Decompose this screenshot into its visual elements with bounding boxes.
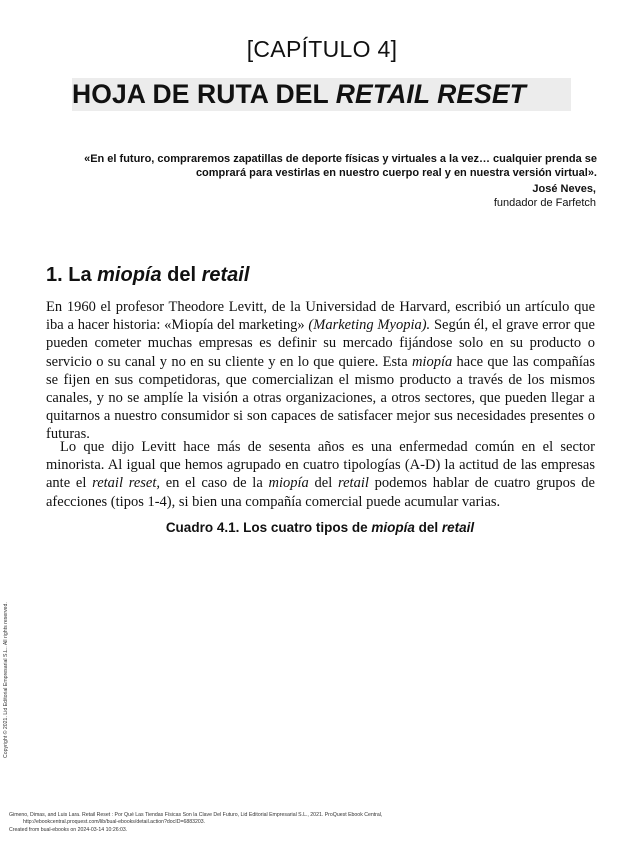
section-heading-middle: del bbox=[161, 264, 202, 286]
section-heading-italic-2: retail bbox=[201, 264, 250, 286]
epigraph-attribution bbox=[300, 182, 596, 210]
body-paragraph-2 bbox=[46, 438, 595, 511]
chapter-label: [CAPÍTULO 4] bbox=[246, 36, 398, 62]
p2-text-2: en el caso de la bbox=[160, 475, 269, 492]
table-caption bbox=[0, 520, 632, 535]
chapter-title bbox=[72, 79, 571, 110]
caption-italic-1: miopía bbox=[371, 520, 415, 535]
p2-italic-2: miopía bbox=[268, 475, 309, 492]
p1-text-2: Según él, el grave error que pueden cometer muchas empresas es definir su mercado fijándose solo en su producto o servicio o su canal y no en su cliente y en lo que quiere. Esta bbox=[46, 317, 595, 370]
epigraph-line-1: «En el futuro, compraremos zapatillas de deporte físicas y virtuales a la vez… cualquier prenda se bbox=[84, 153, 597, 165]
p2-italic-1: retail reset, bbox=[92, 475, 160, 492]
section-heading bbox=[46, 264, 249, 287]
citation-footer bbox=[9, 812, 609, 834]
p1-italic-1: (Marketing Myopia). bbox=[308, 317, 431, 334]
footer-line-1: Gimeno, Dimas, and Luis Lara. Retail Reset : Por Qué Las Tiendas Físicas Son la Clave Del Futuro, Lid Editorial Empresarial S.L., 2021. ProQuest Ebook Central, bbox=[9, 812, 383, 818]
epigraph-author: José Neves, bbox=[532, 183, 596, 195]
p2-italic-3: retail bbox=[338, 475, 369, 492]
chapter-title-emphasis: RETAIL RESET bbox=[335, 79, 526, 109]
footer-line-2: http://ebookcentral.proquest.com/lib/bual-ebooks/detail.action?docID=6883203. bbox=[23, 819, 206, 826]
p2-text-3: del bbox=[308, 475, 338, 492]
section-heading-number: 1. La bbox=[46, 264, 98, 286]
epigraph-quote bbox=[60, 152, 597, 180]
epigraph-line-2: comprará para vestirlas en nuestro cuerpo real y en nuestra versión virtual». bbox=[195, 167, 597, 179]
caption-prefix: Cuadro 4.1. Los cuatro tipos de bbox=[165, 520, 372, 535]
footer-line-3: Created from bual-ebooks on 2024-03-14 10:26:03. bbox=[9, 826, 128, 833]
epigraph-author-role: fundador de Farfetch bbox=[493, 197, 596, 209]
caption-italic-2: retail bbox=[441, 520, 475, 535]
p1-italic-2: miopía bbox=[411, 353, 453, 370]
p1-text-3: hace que las compañías se fijen en sus competidoras, que comercializan el mismo producto a través de los mismos canales, y no se amplíe la visión a otras organizaciones, a otros sectores, que pueden llegar a quitarnos a nuestro consumidor si son capaces de satisfacer mejor sus necesidades presentes o futuras. bbox=[46, 353, 595, 443]
body-paragraph-1 bbox=[46, 298, 595, 444]
p2-text-1: Lo que dijo Levitt hace más de sesenta años es una enfermedad común en el sector minorista. Al igual que hemos agrupado en cuatro tipologías (A-D) la actitud de las empresas ante el bbox=[46, 439, 595, 492]
caption-middle: del bbox=[414, 520, 442, 535]
p1-text-1: En 1960 el profesor Theodore Levitt, de la Universidad de Harvard, escribió un artículo que iba a hacer historia: «Miopía del marketing» bbox=[46, 299, 595, 334]
side-copyright-notice: Copyright © 2021. Lid Editorial Empresarial S.L.. All rights reserved. bbox=[3, 602, 9, 758]
chapter-title-main: HOJA DE RUTA DEL bbox=[72, 79, 336, 109]
section-heading-italic-1: miopía bbox=[97, 264, 162, 286]
p2-text-4: podemos hablar de cuatro grupos de afecciones (tipos 1-4), si bien una compañía comercial puede acumular varias. bbox=[46, 475, 595, 510]
